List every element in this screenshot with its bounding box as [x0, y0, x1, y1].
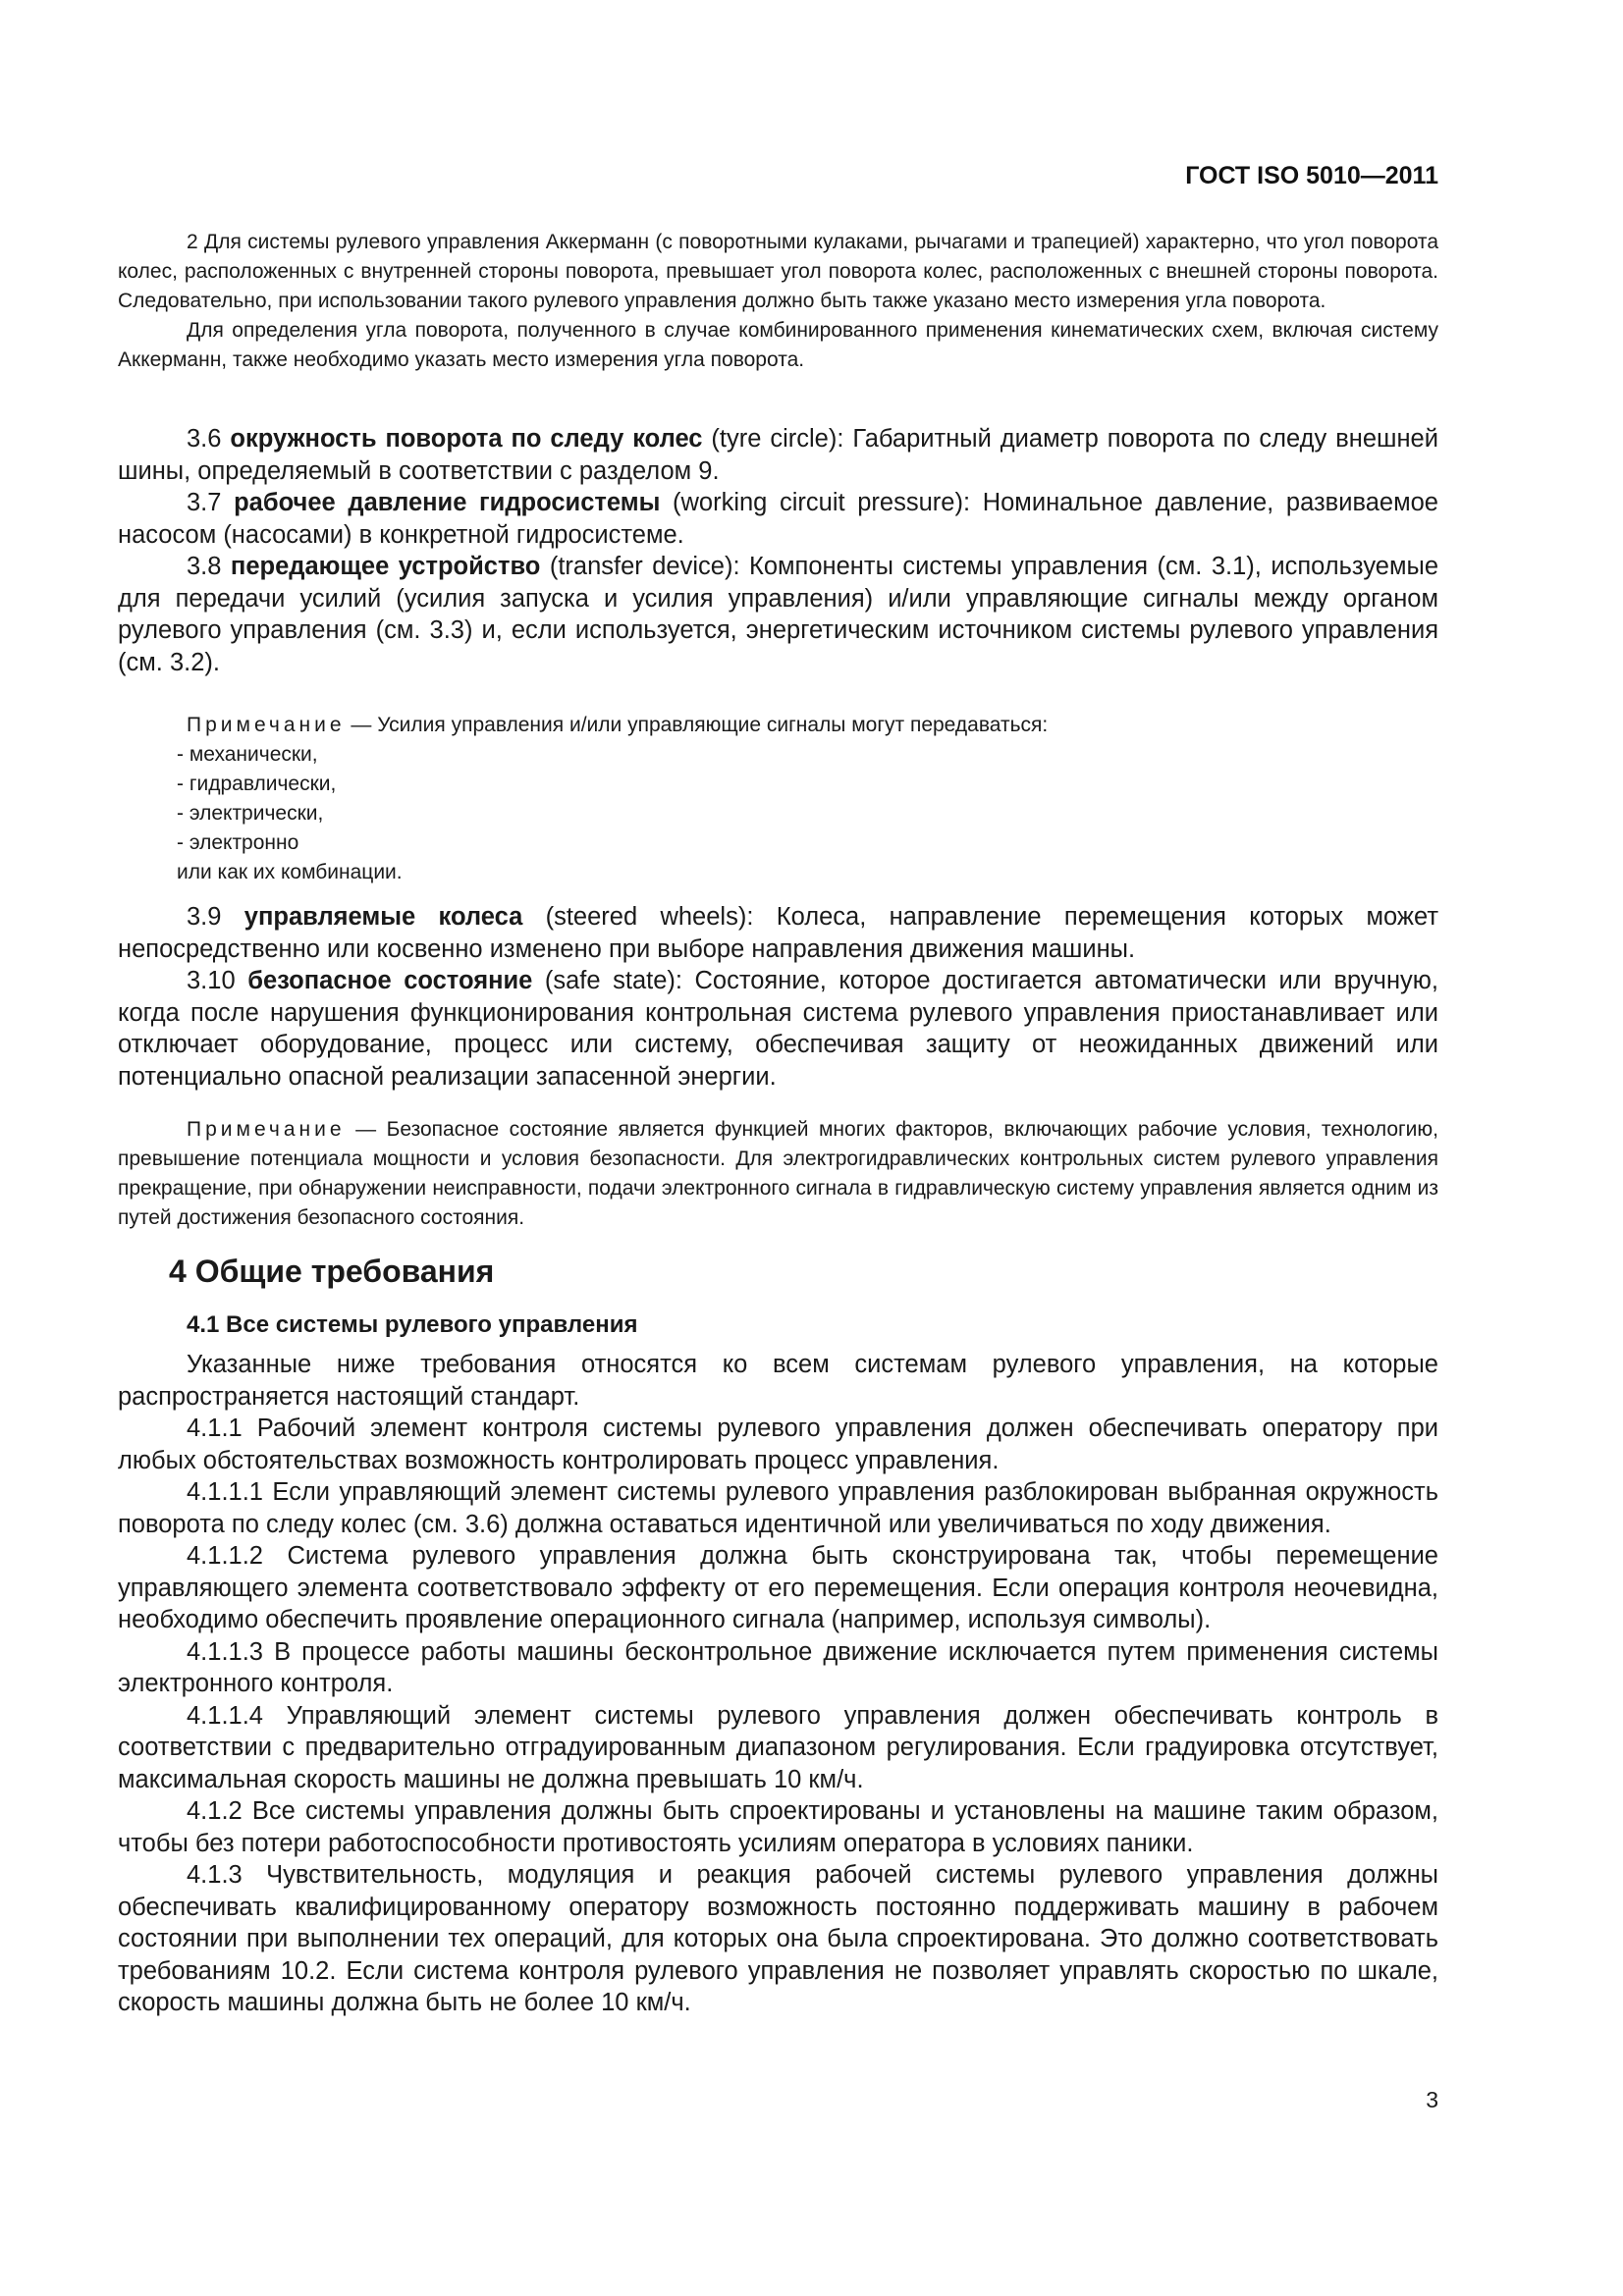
paragraph: 4.1.3 Чувствительность, модуляция и реакция рабочей системы рулевого управления должны обеспечивать квалифицированному оператору возможность постоянно поддерживать машину в рабочем состоянии при выполнении тех операций, для которых она была спроектирована. Это должно соответствовать требованиям 10.2. Если система контроля рулевого управления не позволяет управлять скоростью по шкале, скорость машины должна быть не более 10 км/ч.: [118, 1861, 1438, 2016]
term-number: 3.7: [187, 489, 222, 516]
term-3-6: [118, 423, 1438, 487]
note-paragraph: Для определения угла поворота, полученного в случае комбинированного применения кинематических схем, включая систему Аккерманн, также необходимо указать место измерения угла поворота.: [118, 319, 1438, 371]
term-definition: (transfer device): Компоненты системы управления (см. 3.1), используемые для передачи усилий (усилия запуска и усилия управления) и/или управляющие сигналы между органом рулевого управления (см. 3.3) и, если используется, энергетическим источником системы рулевого управления (см. 3.2).: [118, 553, 1439, 676]
note-top: [118, 228, 1438, 375]
paragraph: 4.1.1.1 Если управляющий элемент системы рулевого управления разблокирован выбранная окружность поворота по следу колес (см. 3.6) должна оставаться идентичной или увеличиваться по ходу движения.: [118, 1478, 1438, 1538]
term-definition: (steered wheels): Колеса, направление перемещения которых может непосредственно или косвенно изменено при выборе направления движения машины.: [118, 903, 1438, 963]
terms-list: [118, 423, 1438, 678]
note-paragraph: 2 Для системы рулевого управления Аккерманн (с поворотными кулаками, рычагами и трапецией) характерно, что угол поворота колес, расположенных с внутренней стороны поворота, превышает угол поворота колес, расположенных с внешней стороны поворота. Следовательно, при использовании такого рулевого управления должно быть также указано место измерения угла поворота.: [118, 231, 1438, 312]
note-label: Примечание: [187, 714, 346, 736]
paragraph: 4.1.1 Рабочий элемент контроля системы рулевого управления должен обеспечивать оператору при любых обстоятельствах возможность контролировать процесс управления.: [118, 1415, 1438, 1474]
paragraph: Указанные ниже требования относятся ко всем системам рулевого управления, на которые распространяется настоящий стандарт.: [118, 1351, 1438, 1411]
term-number: 3.6: [187, 425, 222, 453]
term-definition: (tyre circle): Габаритный диаметр поворота по следу внешней шины, определяемый в соответствии с разделом 9.: [118, 425, 1438, 485]
paragraph: 4.1.1.3 В процессе работы машины бесконтрольное движение исключается путем применения системы электронного контроля.: [118, 1637, 1438, 1697]
paragraph: 4.1.1.4 Управляющий элемент системы рулевого управления должен обеспечивать контроль в соответствии с предварительно отградуированным диапазоном регулирования. Если градуировка отсутствует, максимальная скорость машины не должна превышать 10 км/ч.: [118, 1701, 1438, 1793]
page-number: 3: [1426, 2087, 1438, 2112]
section-heading: [169, 1254, 1438, 1290]
term-3-10: [118, 965, 1438, 1093]
term-name: рабочее давление гидросистемы: [234, 489, 661, 516]
list-item: - гидравлически,: [177, 773, 337, 795]
paragraph: 4.1.2 Все системы управления должны быть спроектированы и установлены на машине таким образом, чтобы без потери работоспособности противостоять усилиям оператора в условиях паники.: [118, 1797, 1438, 1857]
term-3-9: [118, 901, 1438, 965]
subsection-title: 4.1 Все системы рулевого управления: [187, 1311, 638, 1338]
subsection-heading: [187, 1311, 1438, 1339]
term-number: 3.9: [187, 903, 222, 931]
note-body: — Усилия управления и/или управляющие сигналы могут передаваться:: [345, 714, 1049, 736]
term-definition: (safe state): Состояние, которое достигается автоматически или вручную, когда после нарушения функционирования контрольная система рулевого управления приостанавливает или отключает оборудование, процесс или систему, обеспечивая защиту от неожиданных движений или потенциально опасной реализации запасенной энергии.: [118, 967, 1438, 1091]
note-mid: [118, 711, 1438, 887]
document-header: ГОСТ ISO 5010—2011: [1185, 162, 1438, 189]
term-name: окружность поворота по следу колес: [230, 425, 703, 453]
term-name: безопасное состояние: [247, 967, 533, 994]
section-body: [118, 1349, 1438, 2019]
term-definition: (working circuit pressure): Номинальное давление, развиваемое насосом (насосами) в конкретной гидросистеме.: [118, 489, 1438, 549]
list-item: - электронно: [177, 831, 299, 854]
term-3-8: [118, 551, 1438, 678]
term-3-7: [118, 487, 1438, 551]
note-body: — Безопасное состояние является функцией многих факторов, включающих рабочие условия, технологию, превышение потенциала мощности и условия безопасности. Для электрогидравлических контрольных систем рулевого управления прекращение, при обнаружении неисправности, подачи электронного сигнала в гидравлическую систему управления является одним из путей достижения безопасного состояния.: [118, 1118, 1438, 1229]
term-name: передающее устройство: [230, 553, 541, 580]
section-title: 4 Общие требования: [169, 1254, 495, 1289]
note-text: [118, 1115, 1438, 1233]
note-bottom: [118, 1115, 1438, 1233]
term-number: 3.10: [187, 967, 236, 994]
term-number: 3.8: [187, 553, 222, 580]
list-item: - механически,: [177, 743, 318, 766]
list-item: - электрически,: [177, 802, 324, 825]
paragraph: 4.1.1.2 Система рулевого управления должна быть сконструирована так, чтобы перемещение управляющего элемента соответствовало эффекту от его перемещения. Если операция контроля неочевидна, необходимо обеспечить проявление операционного сигнала (например, используя символы).: [118, 1542, 1438, 1633]
note-label: Примечание: [187, 1118, 346, 1141]
terms-list-2: [118, 901, 1438, 1093]
list-item: или как их комбинации.: [177, 861, 403, 883]
term-name: управляемые колеса: [243, 903, 523, 931]
note-text: [118, 711, 1438, 740]
